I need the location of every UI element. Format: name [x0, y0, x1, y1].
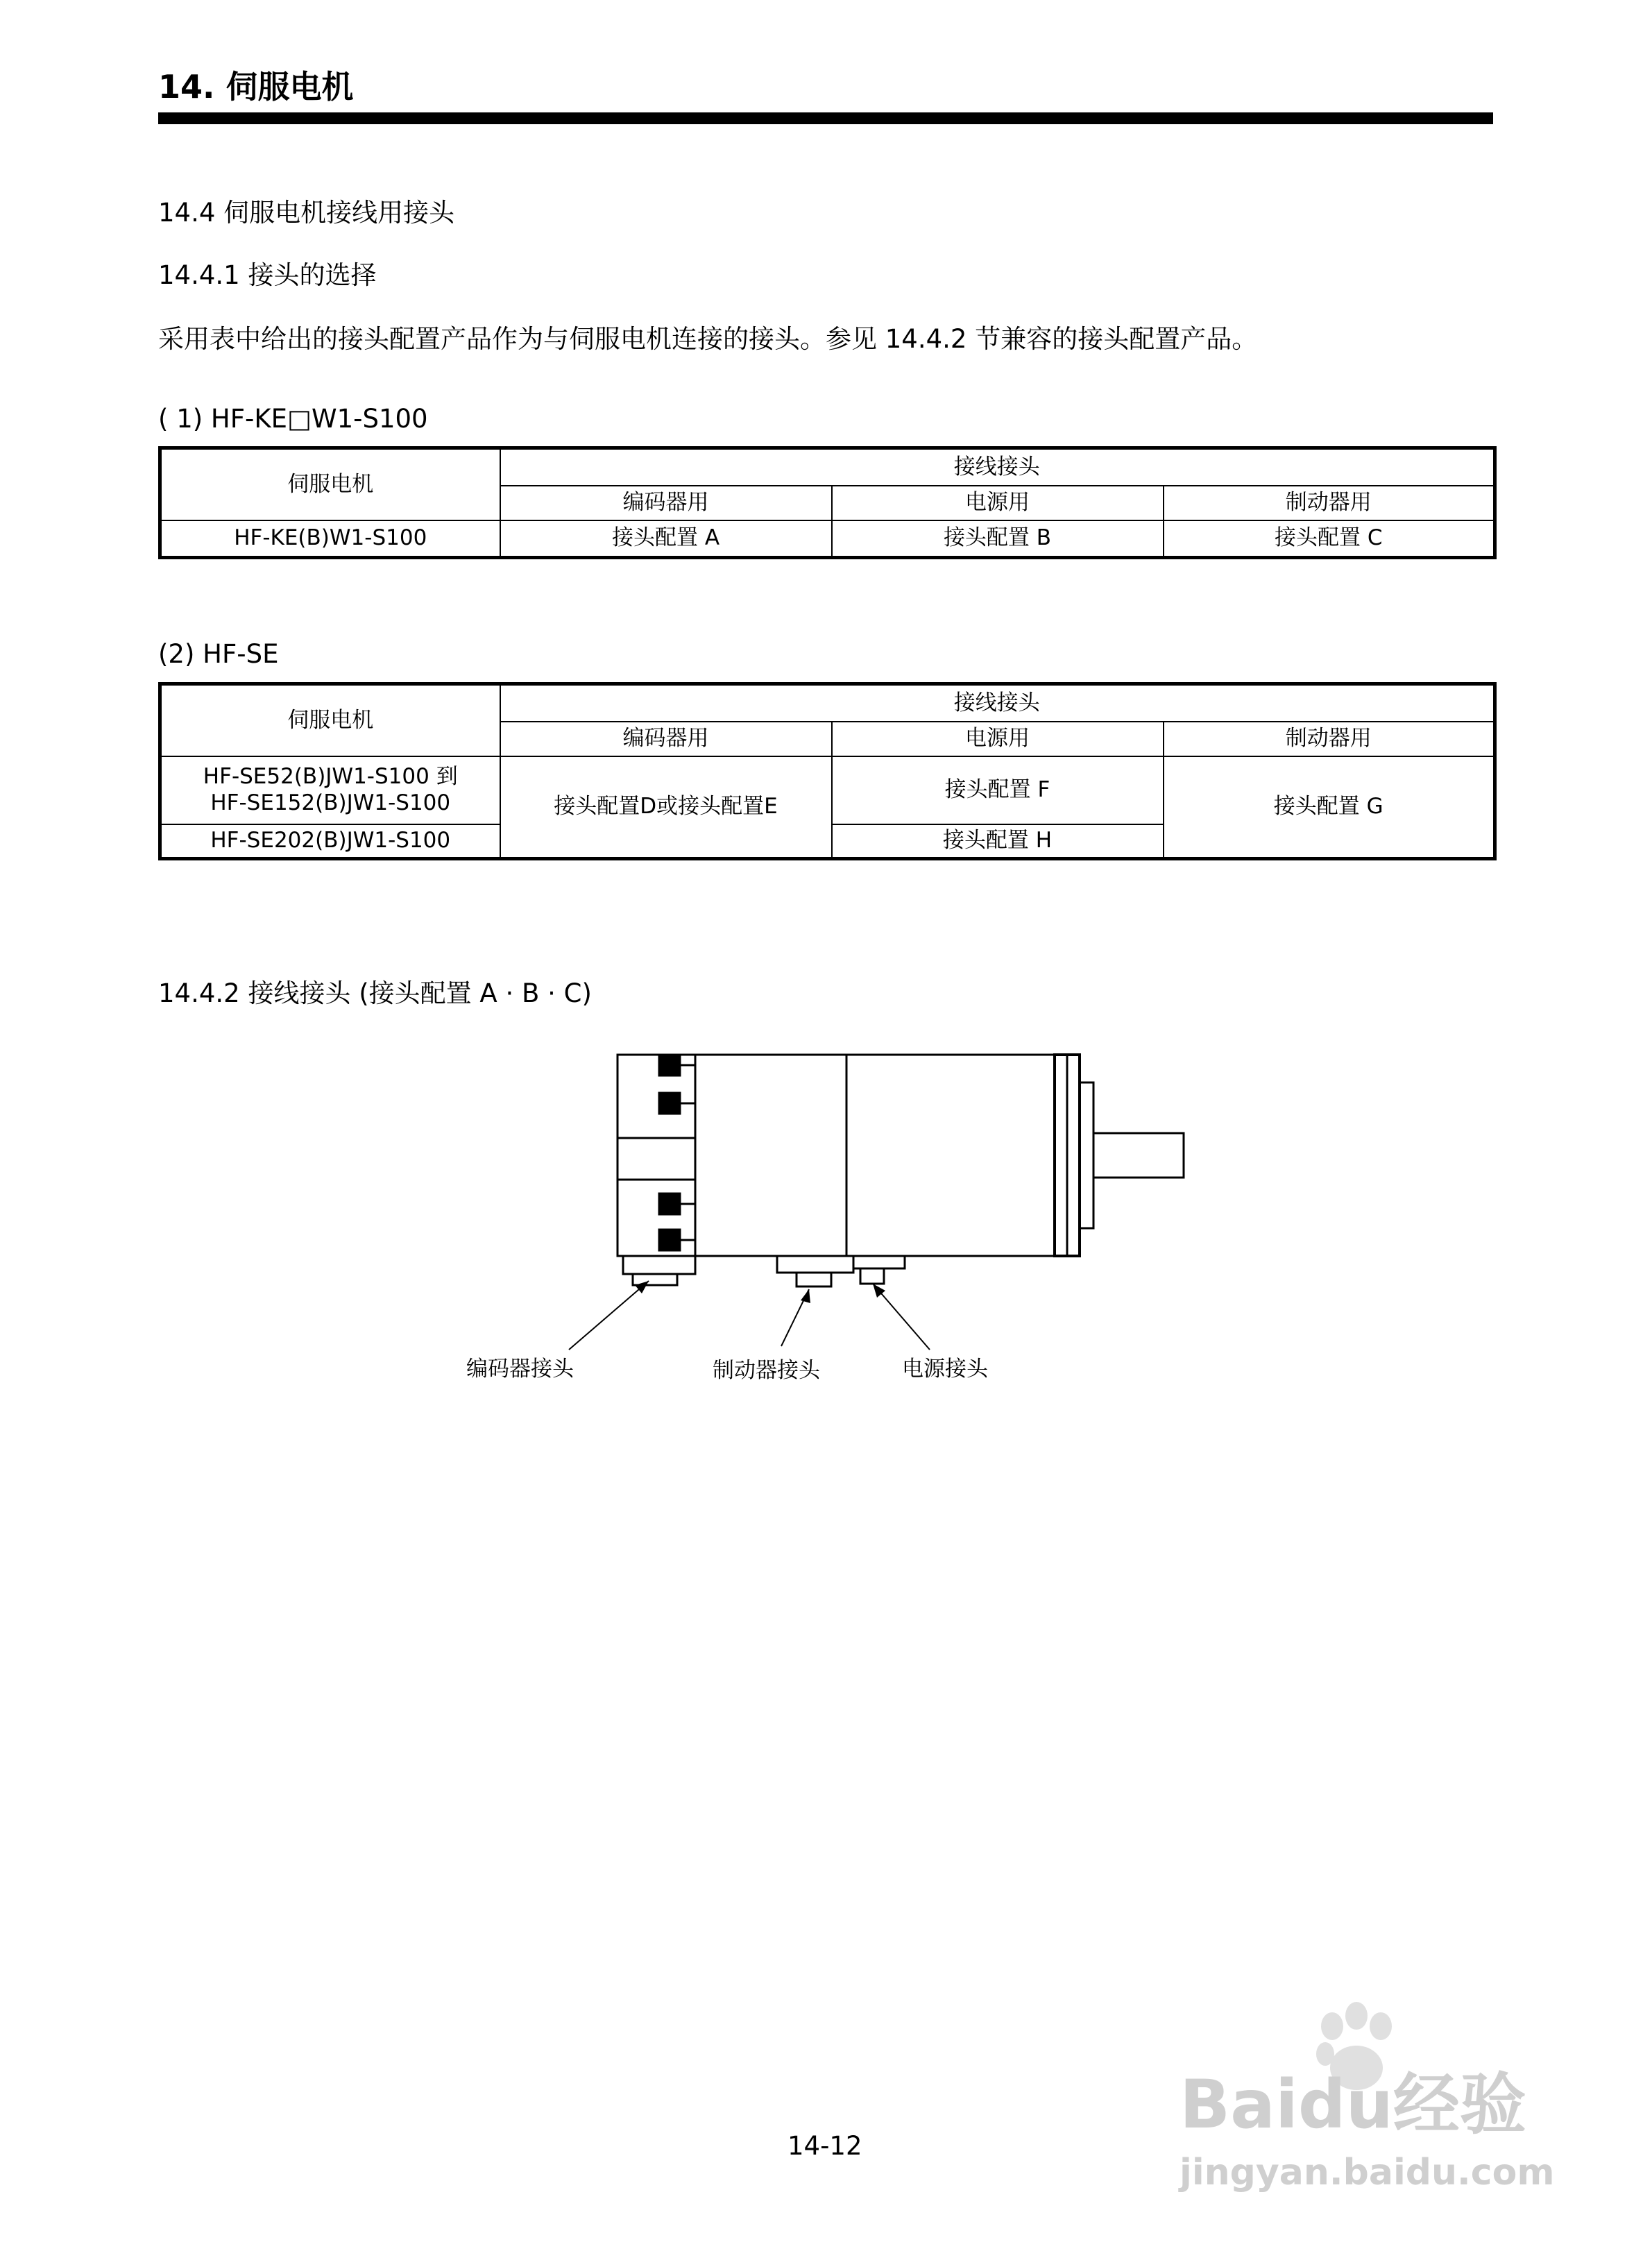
motor-body-front	[846, 1055, 1055, 1256]
watermark-url: jingyan.baidu.com	[1180, 2152, 1555, 2193]
encoder-leader-line	[569, 1281, 649, 1350]
motor-shaft	[1093, 1133, 1184, 1178]
subsection-heading: 14.4.1 接头的选择	[158, 260, 377, 290]
power-connector-body	[853, 1256, 905, 1268]
brake-connector-plug	[797, 1273, 831, 1286]
table2-cell-brake: 接头配置 G	[1164, 756, 1495, 859]
intro-paragraph: 采用表中给出的接头配置产品作为与伺服电机连接的接头。参见 14.4.2 节兼容的接头配置产品。	[158, 324, 1258, 354]
table2-header-motor: 伺服电机	[160, 684, 500, 756]
motor-pilot	[1080, 1082, 1093, 1228]
power-connector-plug	[860, 1268, 884, 1284]
table2-caption: (2) HF-SE	[158, 639, 279, 669]
brake-connector-body	[777, 1256, 853, 1273]
encoder-connector-label: 编码器接头	[466, 1357, 574, 1382]
motor-body-rear	[695, 1055, 846, 1256]
table1-header-connector: 接线接头	[500, 448, 1495, 486]
table2-motor-range-line1: HF-SE52(B)JW1-S100 到	[203, 764, 458, 790]
table1-cell-power: 接头配置 B	[832, 520, 1164, 558]
table1-header-motor: 伺服电机	[160, 448, 500, 520]
table2-header-connector: 接线接头	[500, 684, 1495, 722]
table1-header-brake: 制动器用	[1164, 486, 1495, 520]
figure-heading: 14.4.2 接线接头 (接头配置 A · B · C)	[158, 978, 592, 1008]
table1-cell-encoder: 接头配置 A	[500, 520, 832, 558]
table1-cell-brake: 接头配置 C	[1164, 520, 1495, 558]
encoder-connector-body	[623, 1256, 695, 1274]
table2-header-encoder: 编码器用	[500, 722, 832, 756]
table1-cell-motor: HF-KE(B)W1-S100	[160, 520, 500, 558]
watermark-brand: Baidu经验	[1180, 2066, 1526, 2143]
table2-header-power: 电源用	[832, 722, 1164, 756]
encoder-connector-plug	[633, 1274, 677, 1285]
brake-arrowhead	[801, 1289, 810, 1303]
table1-header-encoder: 编码器用	[500, 486, 832, 520]
brake-connector-label: 制动器接头	[713, 1358, 820, 1383]
table2-cell-encoder: 接头配置D或接头配置E	[500, 756, 832, 859]
table2-cell-power-f: 接头配置 F	[832, 756, 1164, 824]
table1-caption: ( 1) HF-KE□W1-S100	[158, 404, 428, 434]
section-heading: 14.4 伺服电机接线用接头	[158, 198, 455, 228]
table2-header-brake: 制动器用	[1164, 722, 1495, 756]
power-connector-label: 电源接头	[902, 1357, 988, 1382]
page-number: 14-12	[787, 2131, 862, 2161]
encoder-housing	[618, 1055, 695, 1256]
table1-header-power: 电源用	[832, 486, 1164, 520]
table2-cell-motor-202: HF-SE202(B)JW1-S100	[160, 824, 500, 859]
table2-cell-power-h: 接头配置 H	[832, 824, 1164, 859]
chapter-title: 14. 伺服电机	[158, 68, 354, 105]
table2-motor-range-line2: HF-SE152(B)JW1-S100	[210, 790, 451, 815]
